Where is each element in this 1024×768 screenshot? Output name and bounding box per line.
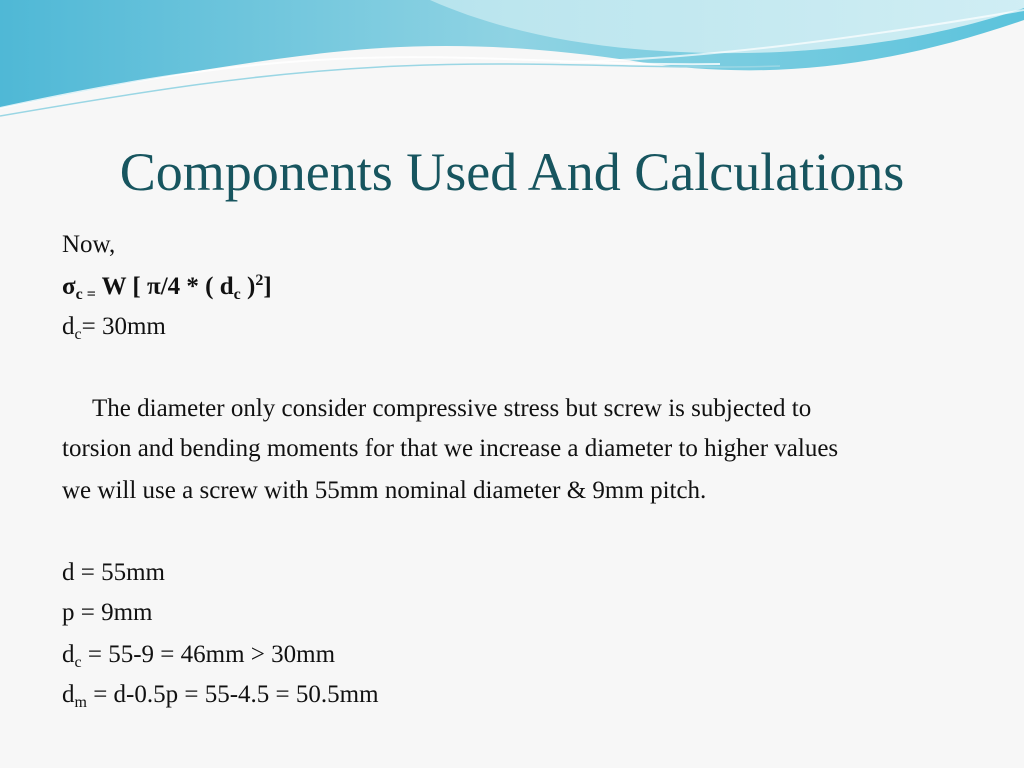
value-text: = 30mm bbox=[81, 313, 166, 340]
paragraph-line: The diameter only consider compressive stress but screw is subjected to bbox=[92, 395, 812, 422]
d-value: d = 55mm bbox=[62, 559, 165, 586]
paragraph-line: we will use a screw with 55mm nominal diameter & 9mm pitch. bbox=[62, 477, 707, 504]
var-d: d bbox=[62, 641, 75, 668]
var-d: d bbox=[62, 313, 75, 340]
var-subscript: m bbox=[74, 694, 87, 711]
formula-part: ) bbox=[240, 273, 256, 300]
var-subscript: c bbox=[74, 326, 82, 343]
stress-formula bbox=[62, 272, 272, 302]
formula-part: ] bbox=[263, 273, 272, 300]
dm-calculation bbox=[62, 680, 379, 710]
paragraph-line: torsion and bending moments for that we increase a diameter to higher values bbox=[62, 435, 839, 462]
dc-calculation bbox=[62, 640, 335, 670]
formula-part: W [ π/4 * ( d bbox=[95, 273, 234, 300]
sigma-symbol: σ bbox=[62, 273, 76, 300]
sigma-subscript: c = bbox=[75, 286, 96, 303]
var-d: d bbox=[62, 681, 75, 708]
slide-title: Components Used And Calculations bbox=[119, 142, 905, 202]
calc-text: = 55-9 = 46mm > 30mm bbox=[81, 641, 336, 668]
dc-subscript: c bbox=[233, 286, 241, 303]
var-subscript: c bbox=[74, 654, 82, 671]
calc-text: = d-0.5p = 55-4.5 = 50.5mm bbox=[86, 681, 379, 708]
intro-text: Now, bbox=[62, 231, 116, 258]
header-wave-decoration bbox=[0, 0, 1024, 130]
p-value: p = 9mm bbox=[62, 599, 153, 626]
dc-value bbox=[62, 312, 166, 342]
square-superscript: 2 bbox=[255, 272, 264, 289]
